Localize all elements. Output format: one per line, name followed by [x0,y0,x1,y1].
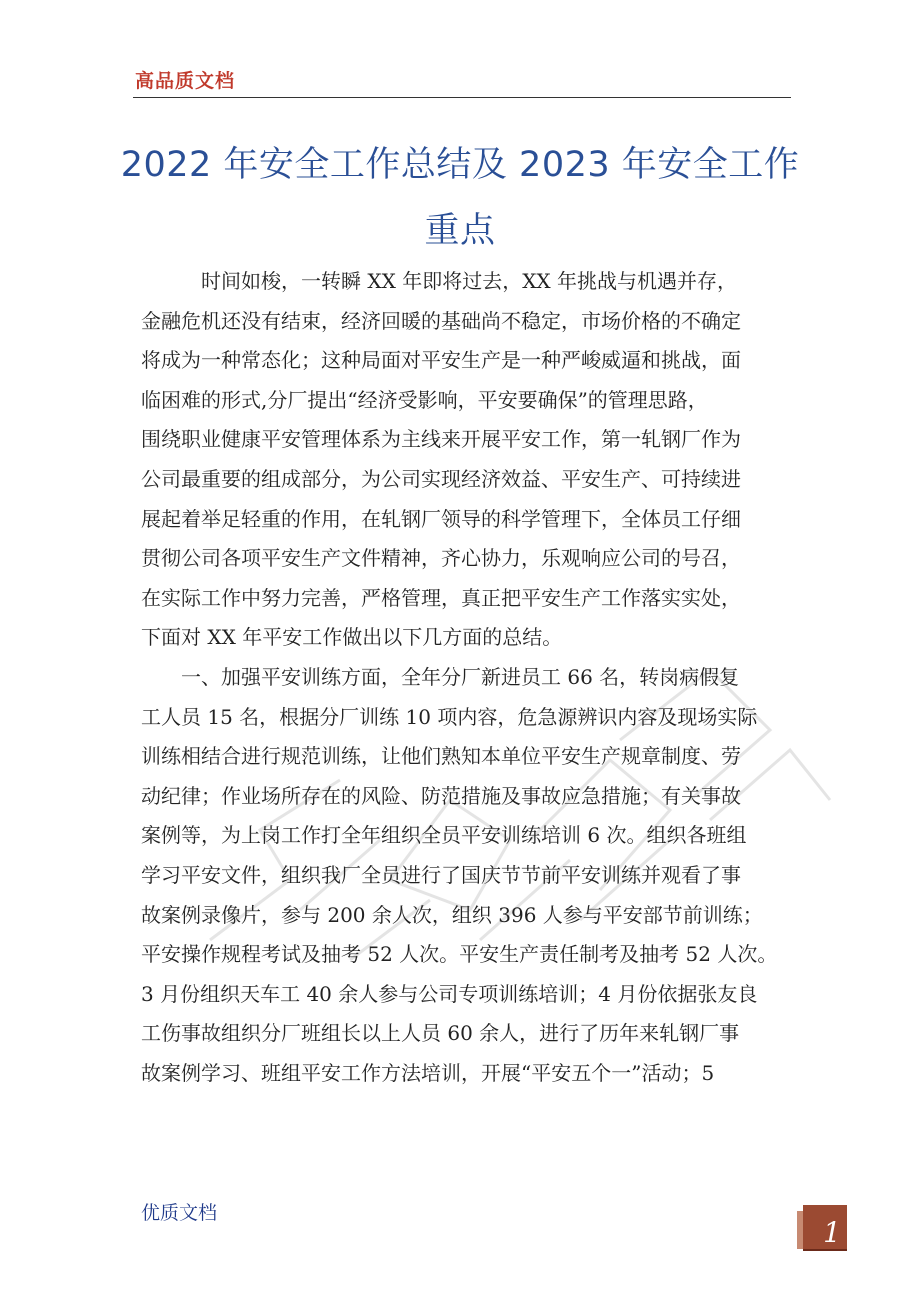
body-line: 平安操作规程考试及抽考 52 人次。平安生产责任制考及抽考 52 人次。 [141,942,778,967]
document-title [100,132,820,264]
header-divider [133,97,791,98]
body-line: 展起着举足轻重的作用，在轧钢厂领导的科学管理下，全体员工仔细 [141,506,741,531]
header-brand: 高品质文档 [135,70,236,92]
body-line: 一、加强平安训练方面，全年分厂新进员工 66 名，转岗病假复 [141,664,740,689]
body-line: 故案例录像片，参与 200 余人次，组织 396 人参与平安部节前训练； [141,902,763,927]
body-line: 动纪律；作业场所存在的风险、防范措施及事故应急措施；有关事故 [141,783,741,808]
body-line: 金融危机还没有结束，经济回暖的基础尚不稳定，市场价格的不确定 [141,308,741,333]
footer-brand: 优质文档 [141,1202,218,1224]
body-line: 下面对 XX 年平安工作做出以下几方面的总结。 [141,625,563,650]
body-line: 训练相结合进行规范训练，让他们熟知本单位平安生产规章制度、劳 [141,744,741,769]
body-line: 3 月份组织天车工 40 余人参与公司专项训练培训；4 月份依据张友良 [141,981,758,1006]
body-line: 故案例学习、班组平安工作方法培训，开展“平安五个一”活动；5 [141,1060,715,1085]
body-line: 临困难的形式,分厂提出“经济受影响，平安要确保”的管理思路， [141,387,708,412]
body-line: 在实际工作中努力完善，严格管理，真正把平安生产工作落实实处， [141,585,741,610]
page-number: 1 [823,1216,841,1249]
body-line: 公司最重要的组成部分，为公司实现经济效益、平安生产、可持续进 [141,466,741,491]
body-line: 贯彻公司各项平安生产文件精神，齐心协力，乐观响应公司的号召， [141,546,741,571]
body-line: 案例等，为上岗工作打全年组织全员平安训练培训 6 次。组织各班组 [141,823,747,848]
body-line: 学习平安文件，组织我厂全员进行了国庆节节前平安训练并观看了事 [141,862,741,887]
body-line: 时间如梭，一转瞬 XX 年即将过去，XX 年挑战与机遇并存， [141,269,738,293]
body-line: 将成为一种常态化；这种局面对平安生产是一种严峻威逼和挑战，面 [141,348,741,373]
body-text [141,262,791,1093]
title-line-1: 2022 年安全工作总结及 2023 年安全工作 [120,145,800,185]
body-line: 工伤事故组织分厂班组长以上人员 60 余人，进行了历年来轧钢厂事 [141,1021,740,1046]
body-line: 工人员 15 名，根据分厂训练 10 项内容，危急源辨识内容及现场实际 [141,704,758,729]
title-line-2: 重点 [424,211,496,251]
body-line: 围绕职业健康平安管理体系为主线来开展平安工作，第一轧钢厂作为 [141,427,741,452]
page-number-badge [803,1205,847,1251]
